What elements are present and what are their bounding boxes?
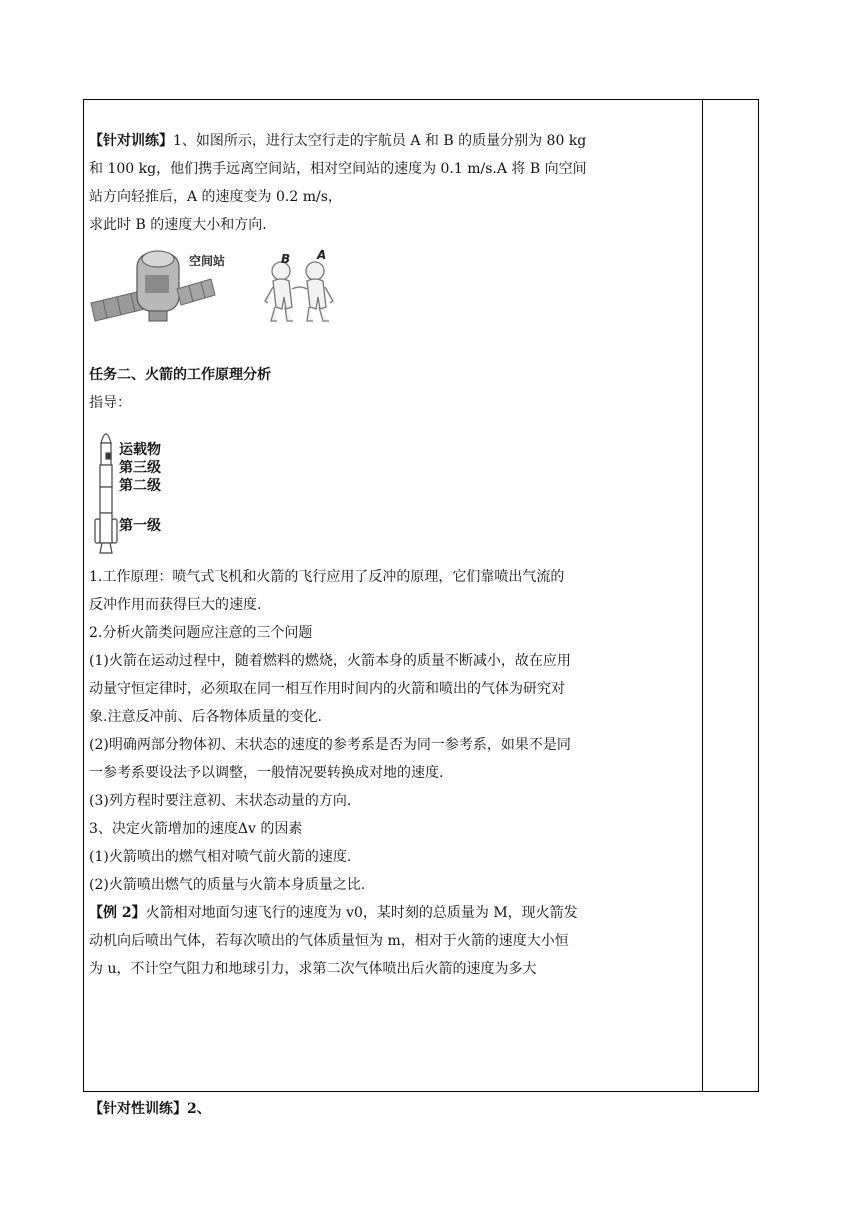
example2-line2: 动机向后喷出气体，若每次喷出的气体质量恒为 m，相对于火箭的速度大小恒 [89, 933, 569, 949]
principle-1a: 1.工作原理：喷气式飞机和火箭的飞行应用了反冲的原理，它们靠喷出气流的 [89, 569, 565, 585]
main-cell [89, 127, 614, 1123]
principle-3-1: (1)火箭喷出的燃气相对喷气前火箭的速度. [89, 849, 352, 865]
stage2-label: 第二级 [119, 478, 161, 494]
task2-title: 任务二、火箭的工作原理分析 [89, 367, 271, 383]
astronaut-b-label: B [281, 252, 291, 266]
example2-line3: 为 u，不计空气阻力和地球引力，求第二次气体喷出后火箭的速度为多大 [89, 961, 537, 977]
principle-2-2b: 一参考系要设法予以调整，一般情况要转换成对地的速度. [89, 765, 444, 781]
stage3-label: 第三级 [119, 460, 161, 476]
training1-line2: 和 100 kg，他们携手远离空间站，相对空间站的速度为 0.1 m/s.A 将 B 向空间 [89, 161, 587, 177]
principle-3-2: (2)火箭喷出燃气的质量与火箭本身质量之比. [89, 877, 366, 893]
training1-lead: 【针对训练】 [89, 133, 173, 149]
training1-line1 [89, 127, 614, 155]
example2-text1: 火箭相对地面匀速飞行的速度为 v0，某时刻的总质量为 M，现火箭发 [145, 905, 578, 921]
training1-text1: 1、如图所示，进行太空行走的宇航员 A 和 B 的质量分别为 80 kg [173, 133, 587, 149]
rocket-stages-figure [89, 423, 269, 563]
principle-2: 2.分析火箭类问题应注意的三个问题 [89, 625, 313, 641]
principle-3: 3、决定火箭增加的速度Δv 的因素 [89, 821, 303, 837]
astronaut-a-label: A [317, 248, 327, 262]
space-station-figure [89, 245, 389, 333]
example2-lead: 【例 2】 [89, 905, 146, 921]
training1-line3: 站方向轻推后，A 的速度变为 0.2 m/s， [89, 189, 342, 205]
task2-guide: 指导： [89, 395, 131, 411]
payload-label: 运载物 [119, 442, 161, 458]
space-station-illustration [89, 245, 389, 333]
principle-2-1b: 动量守恒定律时，必须取在同一相互作用时间内的火箭和喷出的气体为研究对 [89, 681, 565, 697]
principle-1b: 反冲作用而获得巨大的速度. [89, 597, 262, 613]
principle-2-1c: 象.注意反冲前、后各物体质量的变化. [89, 709, 322, 725]
principle-2-3: (3)列方程时要注意初、末状态动量的方向. [89, 793, 352, 809]
principle-2-2a: (2)明确两部分物体初、末状态的速度的参考系是否为同一参考系，如果不是同 [89, 737, 571, 753]
worksheet-table [83, 99, 759, 1117]
space-station-label: 空间站 [189, 254, 226, 268]
answer-space [89, 983, 614, 1095]
example2-line1 [89, 899, 614, 927]
column-divider [702, 100, 703, 1091]
stage1-label: 第一级 [119, 518, 161, 534]
training1-line4: 求此时 B 的速度大小和方向. [89, 217, 267, 233]
principle-2-1a: (1)火箭在运动过程中，随着燃料的燃烧，火箭本身的质量不断减小，故在应用 [89, 653, 571, 669]
training2-lead: 【针对性训练】2、 [89, 1101, 211, 1117]
